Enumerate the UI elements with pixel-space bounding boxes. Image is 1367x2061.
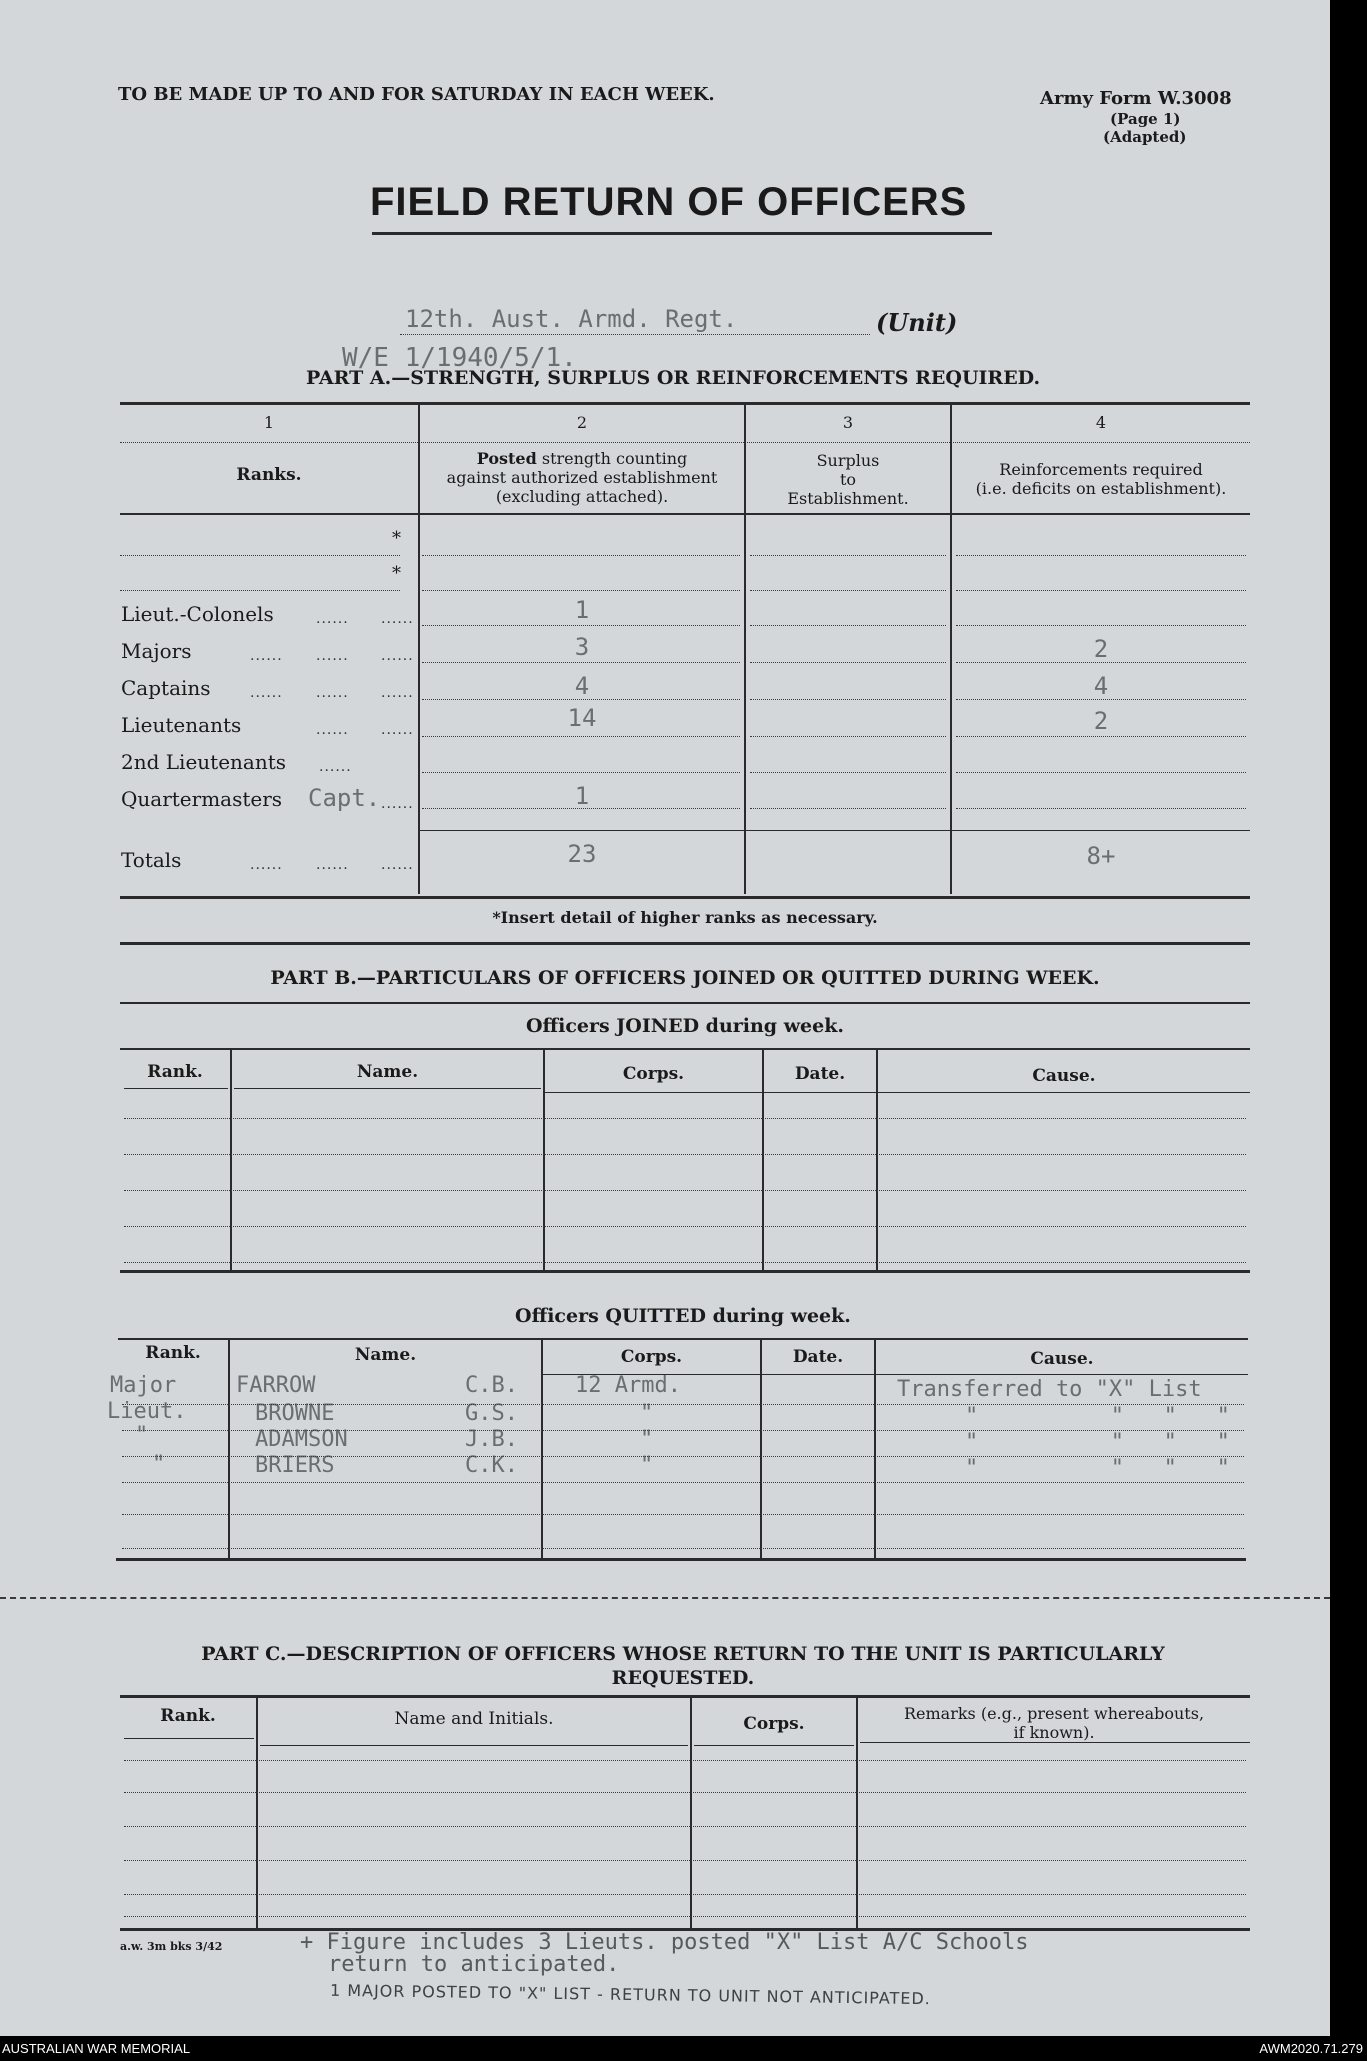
quitted-name: BROWNE bbox=[255, 1401, 335, 1426]
quitted-corps: " bbox=[640, 1427, 654, 1452]
rank-label: Lieutenants bbox=[121, 713, 242, 737]
reinf-row-line bbox=[956, 736, 1246, 737]
rank-leader: ...... bbox=[381, 796, 414, 812]
rank-label: 2nd Lieutenants bbox=[121, 750, 287, 774]
quitted-cause-header: Cause. bbox=[1030, 1349, 1094, 1369]
joined-row-line bbox=[124, 1154, 1246, 1155]
joined-date-header: Date. bbox=[794, 1064, 846, 1084]
footer-institution: AUSTRALIAN WAR MEMORIAL bbox=[2, 2041, 191, 2056]
form-adapted: (Adapted) bbox=[1103, 128, 1187, 146]
joined-title: Officers JOINED during week. bbox=[525, 1015, 845, 1037]
surplus-row-line bbox=[750, 699, 946, 700]
rank-label: Lieut.-Colonels bbox=[121, 602, 274, 626]
joined-top-rule bbox=[120, 1048, 1250, 1050]
surplus-row-line bbox=[750, 590, 946, 591]
rank-leader: ...... bbox=[381, 611, 414, 627]
part-a-header-rule bbox=[120, 513, 1250, 515]
quitted-row-line bbox=[122, 1430, 1244, 1431]
part-c-rank-header: Rank. bbox=[160, 1706, 216, 1726]
rank-leader: ...... bbox=[381, 857, 414, 873]
posted-strength-header: Posted strength counting against authorized establishment (excluding attached). bbox=[446, 449, 718, 506]
joined-row-line bbox=[124, 1118, 1246, 1119]
rank-leader: ...... bbox=[250, 648, 283, 664]
joined-row-line bbox=[124, 1226, 1246, 1227]
part-c-remarks-header: Remarks (e.g., present whereabouts, if known). bbox=[903, 1704, 1205, 1742]
col-number-4: 4 bbox=[1095, 413, 1107, 432]
part-c-row-line bbox=[124, 1860, 1246, 1861]
surplus-row-line bbox=[750, 736, 946, 737]
part-c-header-rule bbox=[124, 1738, 254, 1739]
rank-leader: ...... bbox=[381, 685, 414, 701]
posted-value: 4 bbox=[574, 672, 590, 700]
surplus-header: Surplus to Establishment. bbox=[787, 451, 909, 508]
surplus-row-line bbox=[750, 625, 946, 626]
part-c-title: PART C.—DESCRIPTION OF OFFICERS WHOSE RETURN TO THE UNIT IS PARTICULARLY REQUESTED. bbox=[201, 1643, 1165, 1689]
part-c-row-line bbox=[124, 1760, 1246, 1761]
rank-leader: ...... bbox=[316, 611, 349, 627]
joined-row-line bbox=[124, 1190, 1246, 1191]
col-number-1: 1 bbox=[263, 413, 275, 432]
part-c-header-rule bbox=[260, 1745, 688, 1746]
quitted-rank: " bbox=[152, 1452, 166, 1477]
surplus-row-line bbox=[750, 555, 946, 556]
qm-rank-note: Capt. bbox=[308, 784, 381, 812]
col-number-divider bbox=[120, 442, 1250, 443]
part-a-title: PART A.—STRENGTH, SURPLUS OR REINFORCEMENTS REQUIRED. bbox=[306, 367, 1041, 389]
form-page-number: (Page 1) bbox=[1110, 110, 1181, 128]
unit-value: 12th. Aust. Armd. Regt. bbox=[405, 305, 738, 333]
reinf-row-line bbox=[956, 590, 1246, 591]
quitted-initials: J.B. bbox=[465, 1427, 518, 1452]
reinforcement-value: 4 bbox=[1093, 672, 1109, 700]
totals-rule bbox=[420, 830, 1250, 831]
reinforcement-value: 2 bbox=[1093, 707, 1109, 735]
part-c-row-line bbox=[124, 1894, 1246, 1895]
footer-accession: AWM2020.71.279 bbox=[1259, 2041, 1363, 2056]
quitted-cause: " " " " bbox=[965, 1404, 1230, 1429]
surplus-row-line bbox=[750, 772, 946, 773]
rank-leader: ...... bbox=[316, 857, 349, 873]
quitted-row-line bbox=[122, 1548, 1244, 1549]
part-c-row-line bbox=[124, 1916, 1246, 1917]
quitted-name: ADAMSON bbox=[255, 1427, 348, 1452]
typed-note-line1: + Figure includes 3 Lieuts. posted "X" List A/C Schools bbox=[300, 1930, 1029, 1955]
reinforcement-value: 2 bbox=[1093, 635, 1109, 663]
quitted-col-divider bbox=[874, 1340, 876, 1558]
quitted-corps-header: Corps. bbox=[620, 1347, 683, 1367]
rank-label: Quartermasters bbox=[121, 787, 283, 811]
reinf-row-line bbox=[956, 662, 1246, 663]
joined-rank-header: Rank. bbox=[147, 1062, 203, 1082]
posted-value: 3 bbox=[574, 633, 590, 661]
part-c-header-rule bbox=[860, 1742, 1250, 1743]
posted-row-line bbox=[422, 736, 740, 737]
part-c-row-line bbox=[124, 1826, 1246, 1827]
posted-value: 14 bbox=[567, 704, 597, 732]
part-c-name-header: Name and Initials. bbox=[394, 1709, 554, 1729]
rank-leader: ...... bbox=[316, 648, 349, 664]
surplus-row-line bbox=[750, 808, 946, 809]
section-divider bbox=[120, 942, 1250, 945]
posted-row-line bbox=[422, 808, 740, 809]
surplus-row-line bbox=[750, 662, 946, 663]
quitted-name: BRIERS bbox=[255, 1453, 335, 1478]
rank-row-line bbox=[120, 590, 400, 591]
reinforcements-header: Reinforcements required (i.e. deficits on establishment). bbox=[975, 460, 1227, 498]
ranks-header: Ranks. bbox=[236, 465, 302, 485]
part-c-row-line bbox=[124, 1792, 1246, 1793]
page-title: FIELD RETURN OF OFFICERS bbox=[370, 180, 968, 224]
quitted-name-header: Name. bbox=[354, 1345, 417, 1365]
quitted-cause: Transferred to "X" List bbox=[897, 1377, 1202, 1402]
rank-leader: ...... bbox=[381, 722, 414, 738]
rank-leader: ...... bbox=[319, 759, 352, 775]
we-reference: W/E 1/1940/5/1. bbox=[342, 343, 577, 373]
joined-bottom-rule bbox=[120, 1270, 1250, 1273]
posted-row-line bbox=[422, 555, 740, 556]
rank-leader: ...... bbox=[316, 685, 349, 701]
perforation-line bbox=[0, 1597, 1330, 1599]
rank-leader: ...... bbox=[250, 857, 283, 873]
quitted-name: FARROW bbox=[236, 1373, 316, 1398]
part-a-top-rule bbox=[120, 402, 1250, 405]
reinf-row-line bbox=[956, 555, 1246, 556]
quitted-title: Officers QUITTED during week. bbox=[515, 1305, 851, 1327]
quitted-rank: Lieut. bbox=[107, 1399, 187, 1424]
quitted-row-line bbox=[122, 1404, 1244, 1405]
col-number-3: 3 bbox=[842, 413, 854, 432]
rank-leader: ...... bbox=[316, 722, 349, 738]
archive-footer bbox=[0, 2036, 1367, 2061]
reinf-row-line bbox=[956, 699, 1246, 700]
joined-name-header: Name. bbox=[356, 1062, 419, 1082]
posted-row-line bbox=[422, 772, 740, 773]
rank-leader: ...... bbox=[381, 648, 414, 664]
quitted-row-line bbox=[122, 1482, 1244, 1483]
posted-row-line bbox=[422, 699, 740, 700]
quitted-cause: " " " " bbox=[965, 1456, 1230, 1481]
posted-value: 1 bbox=[574, 782, 590, 810]
quitted-row-line bbox=[122, 1456, 1244, 1457]
part-a-footnote: *Insert detail of higher ranks as necessary. bbox=[492, 908, 878, 927]
quitted-corps: 12 Armd. bbox=[575, 1373, 681, 1398]
quitted-initials: C.B. bbox=[465, 1373, 518, 1398]
posted-value: 1 bbox=[574, 596, 590, 624]
rank-row-line bbox=[120, 555, 400, 556]
reinf-row-line bbox=[956, 772, 1246, 773]
col-number-2: 2 bbox=[576, 413, 588, 432]
unit-label: (Unit) bbox=[876, 308, 958, 337]
part-c-top-rule bbox=[120, 1695, 1250, 1698]
quitted-rank-header: Rank. bbox=[145, 1343, 201, 1363]
totals-reinforcements: 8+ bbox=[1086, 842, 1116, 870]
part-a-bottom-rule bbox=[120, 896, 1250, 899]
joined-header-rule bbox=[124, 1088, 228, 1089]
joined-header-rule bbox=[234, 1088, 541, 1089]
quitted-col-divider bbox=[228, 1340, 230, 1558]
joined-row-line bbox=[124, 1262, 1246, 1263]
handwritten-note: 1 MAJOR POSTED TO "X" LIST - RETURN TO UNIT NOT ANTICIPATED. bbox=[329, 1980, 931, 2009]
typed-note-line2: return to anticipated. bbox=[328, 1952, 620, 1977]
totals-label: Totals bbox=[121, 848, 182, 872]
part-c-header-rule bbox=[694, 1745, 854, 1746]
rank-label: Majors bbox=[121, 639, 192, 663]
quitted-top-rule bbox=[118, 1338, 1248, 1340]
quitted-row-line bbox=[122, 1514, 1244, 1515]
part-b-rule bbox=[120, 1002, 1250, 1004]
star-marker: * bbox=[392, 528, 401, 549]
quitted-corps: " bbox=[640, 1453, 654, 1478]
joined-col-divider bbox=[230, 1050, 232, 1270]
rank-label: Captains bbox=[121, 676, 211, 700]
quitted-rank: Major bbox=[110, 1373, 177, 1398]
posted-row-line bbox=[422, 590, 740, 591]
quitted-bottom-rule bbox=[116, 1558, 1246, 1561]
quitted-col-divider bbox=[760, 1340, 762, 1558]
joined-corps-header: Corps. bbox=[622, 1064, 685, 1084]
quitted-initials: G.S. bbox=[465, 1401, 518, 1426]
reinf-row-line bbox=[956, 625, 1246, 626]
unit-dotted-line bbox=[400, 334, 870, 335]
part-c-corps-header: Corps. bbox=[743, 1714, 805, 1734]
instruction-text: TO BE MADE UP TO AND FOR SATURDAY IN EACH WEEK. bbox=[118, 84, 715, 105]
joined-header-rule bbox=[545, 1092, 1250, 1093]
rank-leader: ...... bbox=[250, 685, 283, 701]
quitted-initials: C.K. bbox=[465, 1453, 518, 1478]
totals-posted: 23 bbox=[567, 840, 597, 868]
joined-cause-header: Cause. bbox=[1032, 1066, 1096, 1086]
quitted-rank: " bbox=[135, 1423, 149, 1448]
quitted-corps: " bbox=[640, 1401, 654, 1426]
star-marker: * bbox=[392, 563, 401, 584]
quitted-col-divider bbox=[541, 1340, 543, 1558]
title-underline bbox=[372, 232, 992, 235]
quitted-date-header: Date. bbox=[792, 1347, 844, 1367]
form-number: Army Form W.3008 bbox=[1040, 88, 1232, 109]
posted-row-line bbox=[422, 625, 740, 626]
print-code: a.w. 3m bks 3/42 bbox=[120, 1940, 223, 1953]
reinf-row-line bbox=[956, 808, 1246, 809]
quitted-cause: " " " " bbox=[965, 1430, 1230, 1455]
posted-row-line bbox=[422, 662, 740, 663]
part-b-title: PART B.—PARTICULARS OF OFFICERS JOINED OR QUITTED DURING WEEK. bbox=[270, 967, 1100, 989]
